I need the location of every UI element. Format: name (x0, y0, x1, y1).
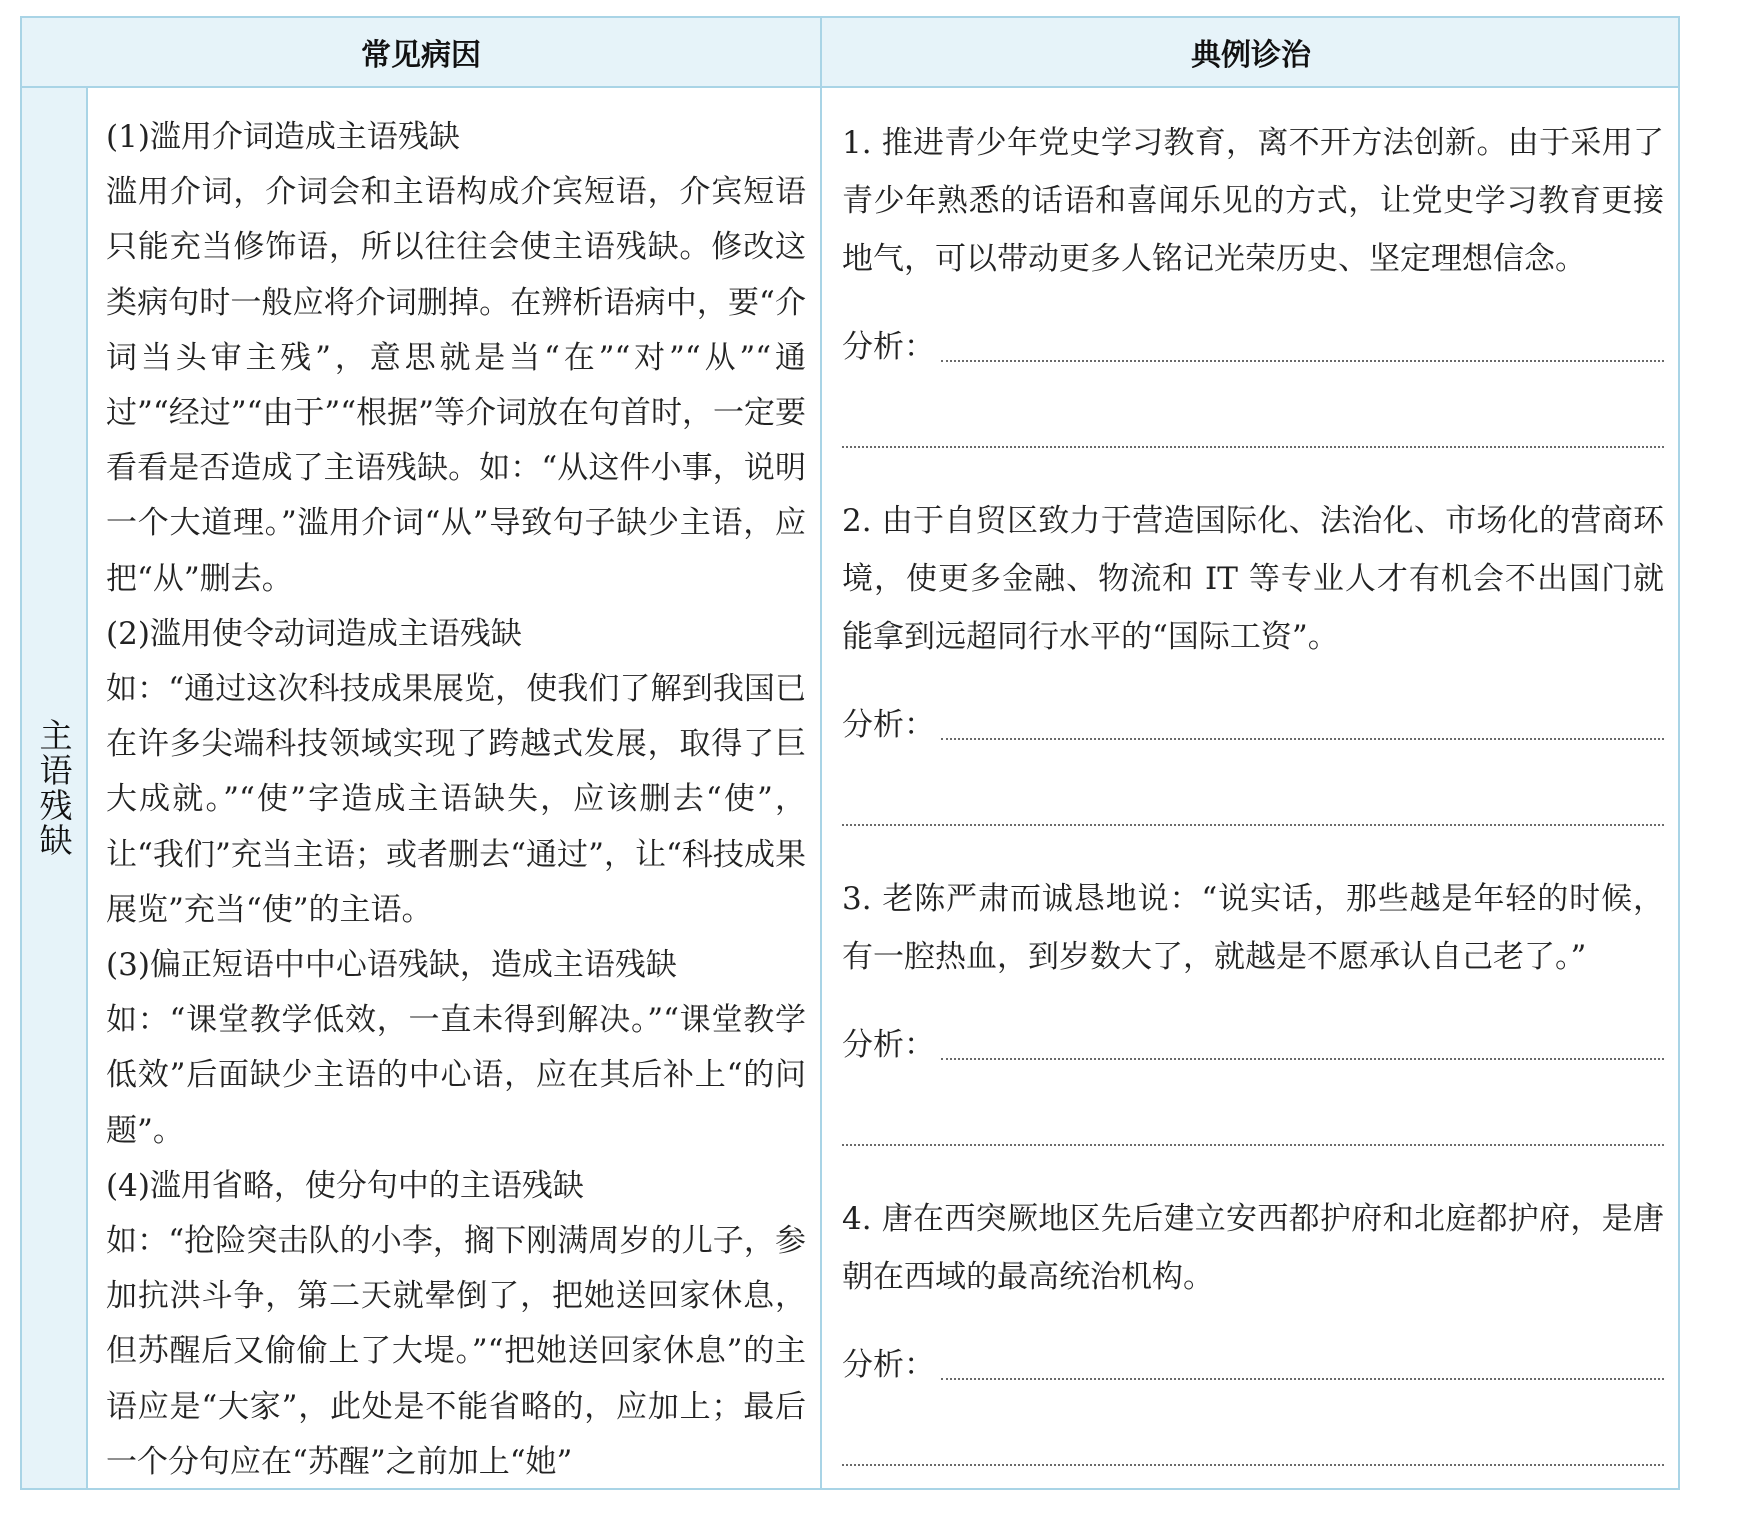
analysis-label: 分析： (842, 1347, 935, 1383)
answer-line[interactable] (941, 1058, 1664, 1060)
answer-line[interactable] (842, 824, 1664, 826)
cause-heading-3: (3)偏正短语中中心语残缺，造成主语残缺 (106, 947, 677, 984)
column-divider (820, 18, 822, 1488)
category-label: 主语残缺 (34, 718, 74, 858)
analysis-row-2 (842, 696, 1664, 754)
example-block-4 (842, 1190, 1664, 1466)
cause-heading-1: (1)滥用介词造成主语残缺 (106, 119, 460, 155)
answer-line[interactable] (842, 1144, 1664, 1146)
answer-line[interactable] (842, 1464, 1664, 1466)
analysis-row-1 (842, 318, 1664, 376)
causes-column (106, 110, 806, 1490)
cause-text-3: 如：“课堂教学低效，一直未得到解决。”“课堂教学低效”后面缺少主语的中心语，应在其后补上“的问题”。 (106, 1002, 806, 1149)
example-block-3 (842, 870, 1664, 1146)
category-cell (22, 88, 88, 1488)
answer-line[interactable] (941, 360, 1664, 362)
example-block-2 (842, 492, 1664, 826)
exercise-table (20, 16, 1680, 1490)
cause-heading-4: (4)滥用省略，使分句中的主语残缺 (106, 1167, 584, 1204)
answer-line[interactable] (941, 738, 1664, 740)
example-question-4: 4. 唐在西突厥地区先后建立安西都护府和北庭都护府，是唐朝在西域的最高统治机构。 (842, 1201, 1664, 1295)
analysis-row-4 (842, 1336, 1664, 1394)
analysis-label: 分析： (842, 329, 935, 365)
analysis-row-3 (842, 1016, 1664, 1074)
example-question-1: 1. 推进青少年党史学习教育，离不开方法创新。由于采用了青少年熟悉的话语和喜闻乐见的方式，让党史学习教育更接地气，可以带动更多人铭记光荣历史、坚定理想信念。 (842, 125, 1664, 277)
table-header (22, 18, 1678, 88)
cause-text-2: 如：“通过这次科技成果展览，使我们了解到我国已在许多尖端科技领域实现了跨越式发展，取得了巨大成就。”“使”字造成主语缺失，应该删去“使”，让“我们”充当主语；或者删去“通过”，让“科技成果展览”充当“使”的主语。 (106, 671, 806, 928)
answer-line[interactable] (941, 1378, 1664, 1380)
header-common-causes: 常见病因 (361, 38, 481, 73)
example-question-3: 3. 老陈严肃而诚恳地说：“说实话，那些越是年轻的时候，有一腔热血，到岁数大了，就越是不愿承认自己老了。” (842, 881, 1664, 975)
example-block-1 (842, 114, 1664, 448)
examples-column (842, 114, 1664, 1510)
analysis-label: 分析： (842, 1027, 935, 1063)
analysis-label: 分析： (842, 707, 935, 743)
cause-text-1: 滥用介词，介词会和主语构成介宾短语，介宾短语只能充当修饰语，所以往往会使主语残缺。修改这类病句时一般应将介词删掉。在辨析语病中，要“介词当头审主残”，意思就是当“在”“对”“从”“通过”“经过”“由于”“根据”等介词放在句首时，一定要看看是否造成了主语残缺。如：“从这件小事，说明一个大道理。”滥用介词“从”导致句子缺少主语，应把“从”删去。 (106, 174, 806, 597)
cause-heading-2: (2)滥用使令动词造成主语残缺 (106, 615, 522, 652)
cause-text-4: 如：“抢险突击队的小李，搁下刚满周岁的儿子，参加抗洪斗争，第二天就晕倒了，把她送回家休息，但苏醒后又偷偷上了大堤。”“把她送回家休息”的主语应是“大家”，此处是不能省略的，应加上；最后一个分句应在“苏醒”之前加上“她” (106, 1223, 806, 1480)
example-question-2: 2. 由于自贸区致力于营造国际化、法治化、市场化的营商环境，使更多金融、物流和 IT 等专业人才有机会不出国门就能拿到远超同行水平的“国际工资”。 (842, 503, 1664, 655)
answer-line[interactable] (842, 446, 1664, 448)
header-typical-examples: 典例诊治 (1191, 38, 1311, 73)
